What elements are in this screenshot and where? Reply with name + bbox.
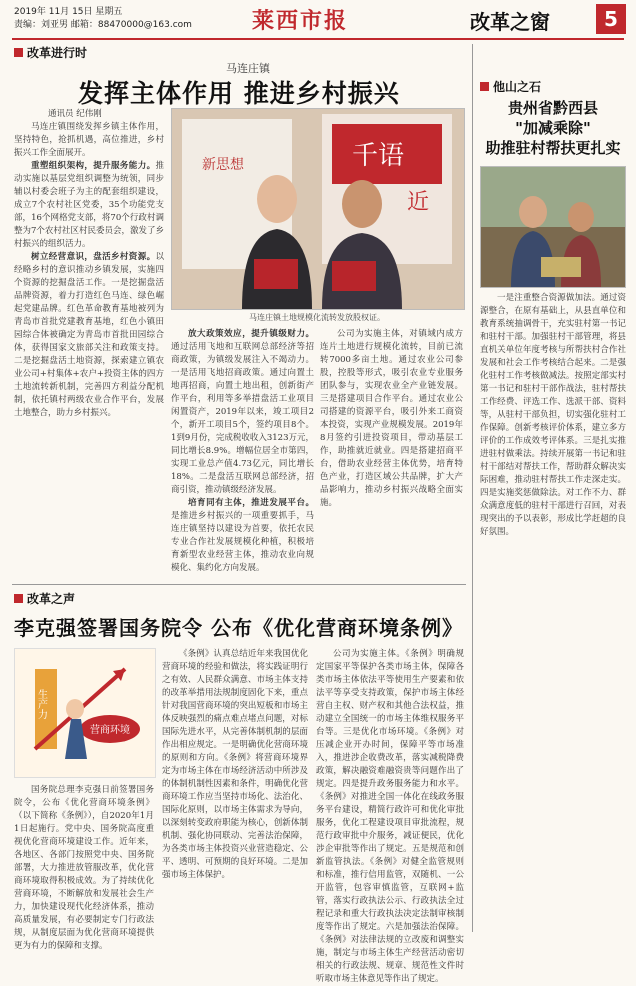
top-article-tag: 改革进行时 <box>14 44 87 61</box>
sidebar-title-line-2: "加减乘除" <box>515 119 591 137</box>
bottom-divider <box>12 584 466 585</box>
bottom-col1-text: 国务院总理李克强日前签署国务院令，公布《优化营商环境条例》（以下简称《条例》），自2020年1月1日起施行。党中央、国务院高度重视优化营商环境建设工作。近年来，各地区、各部门按照党中央、国务院部署，大力推进放管服改革，优化营商环境取得积极成效。为了持续优化营商环境，不断解放和发展社会生产力，加快建设现代化经济体系，推动高质量发展，有必要制定专门行政法规，从制度层面为优化营商环境提供更为有力的保障和支撑。 <box>14 785 154 951</box>
sidebar-title-block <box>478 98 628 158</box>
bottom-article-column-3 <box>316 648 464 984</box>
illustration-label: 营商环境 <box>90 725 130 736</box>
para1-lead: 重塑组织架构，提升服务能力。 <box>31 161 156 171</box>
date-line: 2019年 11月 15日 星期五 <box>14 7 123 17</box>
sidebar-text: 一是注重整合资源做加法。通过资源整合，在原有基础上，从县直单位和教育系统抽调骨干，充实驻村第一书记和驻村干部。加强驻村干部管理，将县直机关单位年度考核与所帮扶村合作社发展和社会工作考核结合起来。二是强化驻村工作考核做减法。按照定部实村第一书记和驻村干部作战法，驻村帮扶工作经费、评选工作、选派干部、资料等，从驻村干部负担，切实强化驻村工作保障。创新考核评价体系，建立多方评价的工作成效考评体系。三是扎实推进驻村做乘法。持续开展第一书记和驻村干部结对帮扶工作，帮助群众解决实际困难，推动驻村帮扶工作走深走实。四是实施奖惩做除法。对工作不力、群众满意度低的驻村干部进行召回，对表现突出的予以表彰，形成比学赶超的良好氛围。 <box>480 293 626 537</box>
sidebar-separator <box>472 44 473 932</box>
photo-sign-1: 千语 <box>352 141 405 171</box>
intro-paragraph: 马连庄镇围绕发挥乡镇主体作用，坚持特色，抢抓机遇，高位推进，乡村振兴工作全面展开。 <box>14 122 164 158</box>
col2-lead-2: 培育同有主体，推进发展平台。 <box>188 498 314 508</box>
bottom-illustration <box>14 648 156 778</box>
top-article-kicker: 马连庄镇 <box>226 62 270 75</box>
bottom-col2-text: 《条例》认真总结近年来我国优化营商环境的经验和做法，将实践证明行之有效、人民群众满意、市场主体支持的改革举措用法规制度固化下来，重点针对我国营商环境的突出短板和市场主体反映强烈的痛点难点堵点问题，对标国际先进水平，从完善体制机制的层面作出相应规定。一是明确优化营商环境的原则和方向。《条例》将营商环境界定为市场主体在市场经济活动中所涉及的体制机制性因素和条件，明确优化营商环境工作应当坚持市场化、法治化、国际化原则，以市场主体需求为导向，以深刻转变政府职能为核心，创新体制机制、强化协同联动、完善法治保障，为各类市场主体投资兴业营造稳定、公平、透明、可预期的良好环境。二是加强市场主体保护。 <box>162 649 308 880</box>
photo-caption: 马连庄镇土地规模化流转发放股权证。 <box>249 313 385 322</box>
bottom-col3-text: 公司为实施主体。《条例》明确规定国家平等保护各类市场主体，保障各类市场主体依法平等使用生产要素和依法平等享受支持政策，保护市场主体经营自主权、财产权和其他合法权益，推动建立全国统一的市场主体维权服务平台等。三是优化市场环境。《条例》对压减企业开办时间，保障平等市场准入，推进涉企收费改革，落实减税降费政策，解决融资难融资贵等问题作出了规定。四是提升政务服务能力和水平。《条例》对推进全国一体化在线政务服务平台建设，精简行政许可和优化审批服务，优化工程建设项目审批流程，规范行政审批中介服务，减证便民，优化涉企审批等作出了规定。五是规范和创新监管执法。《条例》对健全监管规则和标准，推行信用监管，双随机、一公开监管，包容审慎监管，互联网+监管，落实行政执法公示、行政执法全过程记录和重大行政执法决定法制审核制度等作出了规定。六是加强法治保障。《条例》对法律法规的立改废和调整实施，制定与市场主体生产经营活动密切相关的行政法规、规章、规范性文件时听取市场主体意见等作出了规定。 <box>316 649 464 984</box>
para1-text: 推动实施以基层党组织调整为统领，同步辅以村委会班子为主的配套组织建设，成立7个农村社区党委，35个功能党支部，16个网格党支部，将70个行政村调整为7个农村社区村民委员会，激发了乡村振兴的组织活力。 <box>14 161 164 249</box>
section-title: 改革之窗 <box>470 10 550 34</box>
para2-lead: 树立经营意识，盘活乡村资源。 <box>31 252 156 262</box>
byline: 通讯员 纪伟刚 <box>48 109 102 119</box>
top-article-column-3 <box>320 328 463 580</box>
illustration-graphic <box>15 649 155 777</box>
sidebar-photo <box>480 166 626 288</box>
col2-text-2: 是推进乡村振兴的一项重要抓手，马连庄镇坚持以建设为首要，依托农民专业合作社发展规模化种植，积极培育新型农业经营主体，推动农业向规模化、集约化方向发展。 <box>171 511 314 573</box>
sidebar-photo-illustration <box>481 167 625 287</box>
col2-lead-1: 放大政策效应，提升镇级财力。 <box>188 329 314 339</box>
para2-text: 以经略乡村的意识推动乡镇发展，实施四个资源的挖掘盘活工作。一是挖掘盘活品牌资源，着力打造红色马连、绿色崛起党建品牌。红色革命教育基地被列为青岛市首批党建教育基地，红色小镇田园综合体被确定为青岛市首批田园综合体，获得国家文旅部关注和政策支持。二是挖掘盘活土地资源，探索建立镇农业公司+村集体+农户+投资主体的四方土地流转新机制，完善四方利益分配机制，依托镇村两级农业合作平台，发展土地整合，助力乡村振兴。 <box>14 252 164 418</box>
bottom-article-tag: 改革之声 <box>14 590 75 607</box>
sidebar-title-line-1: 贵州省黔西县 <box>507 99 598 117</box>
top-article-photo <box>171 108 465 310</box>
sidebar-tag: 他山之石 <box>480 78 541 95</box>
bottom-article-column-1 <box>14 784 154 951</box>
masthead-logo: 莱西市报 <box>252 8 349 34</box>
bottom-article-headline: 李克强签署国务院令 公布《优化营商环境条例》 <box>14 616 463 640</box>
editor-line: 责编：刘亚男 邮箱：88470000@163.com <box>14 20 192 30</box>
col2-text-1: 通过活用飞地和互联网总部经济等招商政策，为镇级发展注入不竭动力。一是活用飞地招商政策。通过向置土地再招商，向置土地出租，创新街产作平台，利用等多举措盘活工业项目闲置资产，2019年以来，竣工项目2个，新开工项目5个，签约项目8个。1到9月份，完成税收收入3123万元，同比增长8.9%。增幅位居全市第四，实现工业总产值4.73亿元，同比增长18%。二是盘活互联网总部经济，招商引资，推动镇级经济发展。 <box>171 342 314 495</box>
col3-text: 公司为实施主体，对镇域内成方连片土地进行规模化流转，目前已流转7000多亩土地。通过农业公司参股，控股等形式，吸引农业专业服务团队参与，实现农业全产业链发展。三是搭建项目合作平台。通过农业公司搭建的资源平台，吸引外来工商资本投资，实现产业规模发展。2019年8月签约引进投资项目，带动基层工作，助推就近就业。四是搭建招商平台，借助农业经营主体优势，培育特色产业，打造区域公共品牌，扩大产品影响力，推动乡村振兴战略全面实施。 <box>320 329 463 508</box>
sidebar-title-line-3: 助推驻村帮扶更扎实 <box>485 139 621 157</box>
photo-illustration <box>172 109 464 309</box>
top-article-column-2 <box>171 328 314 580</box>
illustration-label-2: 生产力 <box>35 689 47 719</box>
photo-sign-2: 近 <box>407 190 430 215</box>
top-article-headline: 发挥主体作用 推进乡村振兴 <box>78 79 400 108</box>
bottom-article-column-2 <box>162 648 308 930</box>
header-info <box>14 6 192 32</box>
page-number: 5 <box>596 4 626 34</box>
photo-sign-3: 新思想 <box>202 157 244 173</box>
top-article-column-1 <box>14 108 164 580</box>
header-divider <box>12 38 624 40</box>
sidebar-body <box>480 292 626 930</box>
